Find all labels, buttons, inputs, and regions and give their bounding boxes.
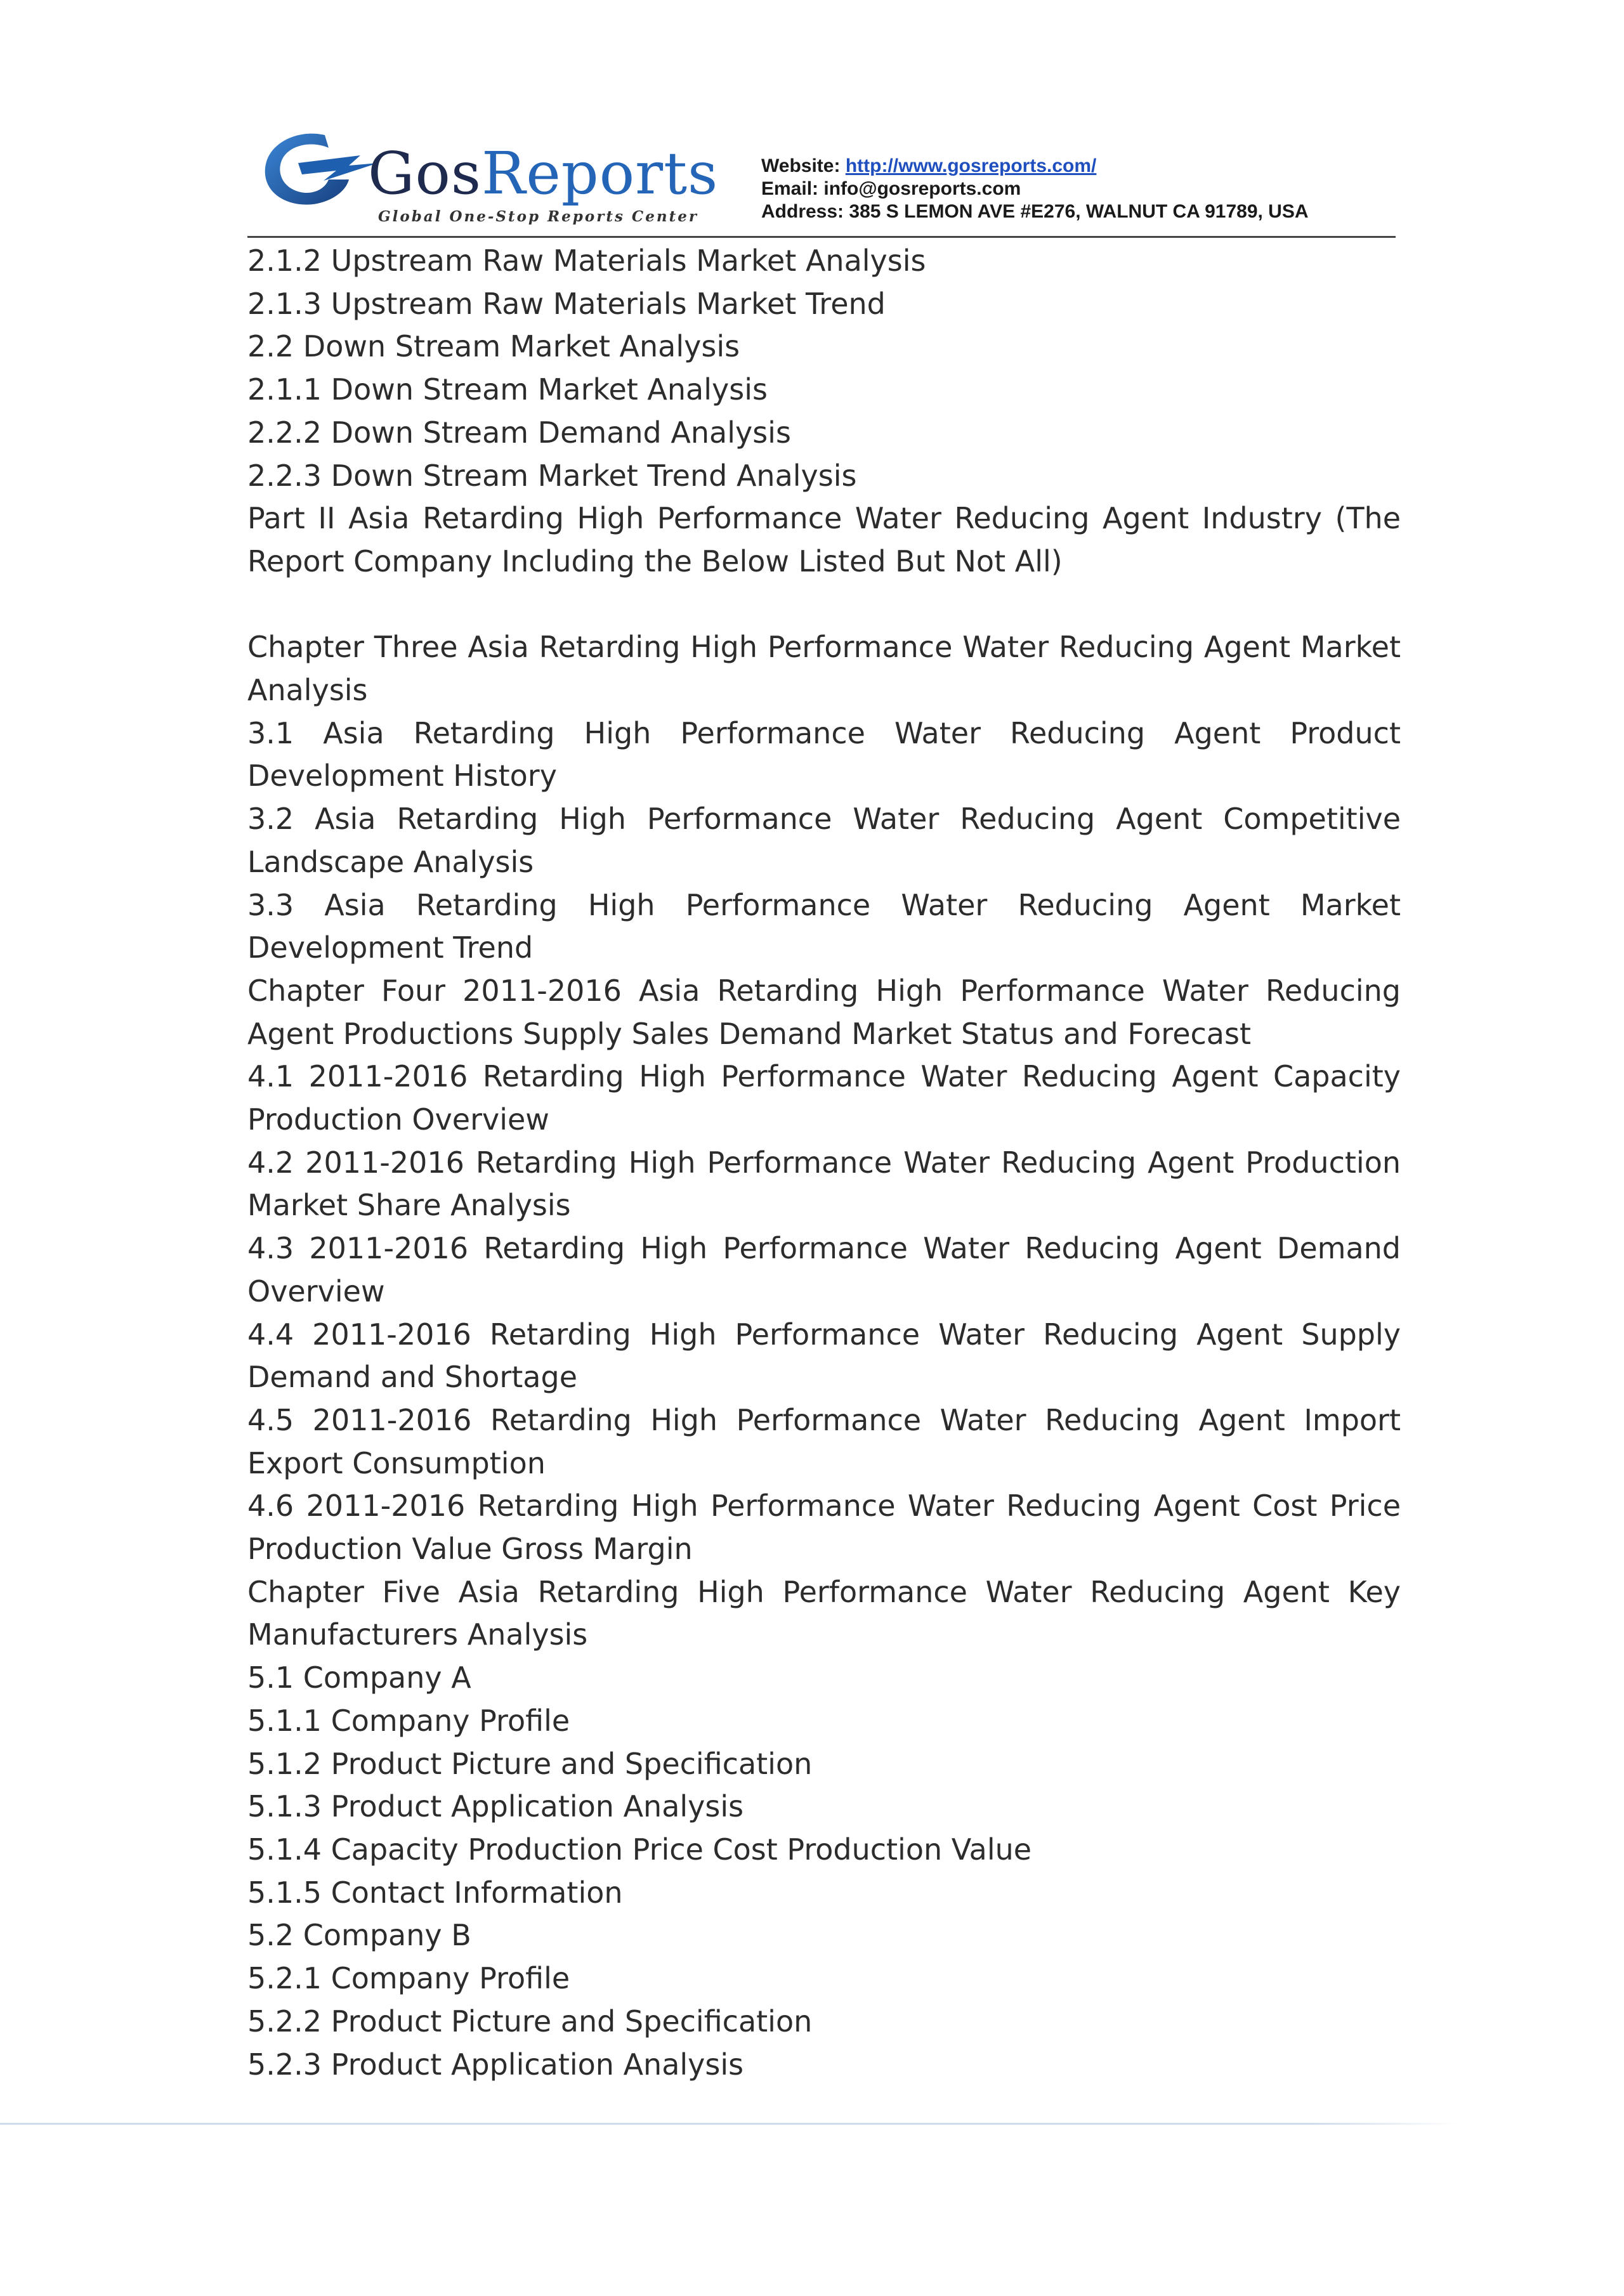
logo-wordmark: GosReports (368, 140, 719, 207)
toc-entry: 4.5 2011-2016 Retarding High Performance Water Reducing Agent Import Export Consumption (247, 1402, 1401, 1480)
toc-entry: Chapter Three Asia Retarding High Performance Water Reducing Agent Market Analysis (247, 630, 1401, 708)
toc-entry: 5.2.2 Product Picture and Specification (247, 2004, 813, 2038)
toc-entry: 5.2.3 Product Application Analysis (247, 2047, 744, 2082)
footer-divider (0, 2123, 1459, 2125)
logo-tagline: Global One-Stop Reports Center (378, 208, 698, 225)
table-of-contents (247, 240, 1401, 2086)
toc-entry: 5.1 Company A (247, 1660, 471, 1695)
toc-entry: 5.2.1 Company Profile (247, 1961, 570, 1996)
toc-entry: 5.1.2 Product Picture and Specification (247, 1746, 813, 1781)
toc-entry: 4.3 2011-2016 Retarding High Performance Water Reducing Agent Demand Overview (247, 1231, 1401, 1308)
email-text: info@gosreports.com (823, 178, 1021, 199)
toc-entry: 2.2.3 Down Stream Market Trend Analysis (247, 458, 857, 493)
address-text: 385 S LEMON AVE #E276, WALNUT CA 91789, USA (849, 201, 1309, 222)
blank-line (247, 584, 1401, 627)
toc-entry: 2.1.1 Down Stream Market Analysis (247, 372, 768, 407)
contact-block (761, 155, 1309, 223)
toc-entry: 4.4 2011-2016 Retarding High Performance Water Reducing Agent Supply Demand and Shortage (247, 1317, 1401, 1395)
gosreports-logo-icon (254, 124, 381, 212)
toc-entry: 4.1 2011-2016 Retarding High Performance Water Reducing Agent Capacity Production Overview (247, 1059, 1401, 1137)
toc-entry: Chapter Four 2011-2016 Asia Retarding High Performance Water Reducing Agent Productions Supply Sales Demand Market Status and Forecast (247, 973, 1401, 1051)
toc-entry: 4.2 2011-2016 Retarding High Performance Water Reducing Agent Production Market Share Analysis (247, 1145, 1401, 1223)
website-link[interactable]: http://www.gosreports.com/ (845, 155, 1097, 176)
toc-entry: 5.2 Company B (247, 1918, 471, 1953)
toc-entry: 3.3 Asia Retarding High Performance Water Reducing Agent Market Development Trend (247, 887, 1401, 965)
toc-entry: 2.1.3 Upstream Raw Materials Market Trend (247, 286, 886, 321)
page-header (247, 121, 1396, 235)
toc-entry: 5.1.3 Product Application Analysis (247, 1789, 744, 1824)
toc-entry: 4.6 2011-2016 Retarding High Performance Water Reducing Agent Cost Price Production Value Gross Margin (247, 1489, 1401, 1567)
header-divider (247, 236, 1396, 238)
toc-entry: 5.1.1 Company Profile (247, 1703, 570, 1738)
toc-entry: 5.1.4 Capacity Production Price Cost Production Value (247, 1832, 1032, 1867)
address-line: Address: 385 S LEMON AVE #E276, WALNUT CA 91789, USA (761, 201, 1309, 222)
toc-entry: 2.2 Down Stream Market Analysis (247, 329, 740, 364)
toc-entry: 2.1.2 Upstream Raw Materials Market Analysis (247, 244, 926, 278)
toc-entry: 2.2.2 Down Stream Demand Analysis (247, 415, 791, 450)
toc-entry: 3.1 Asia Retarding High Performance Water Reducing Agent Product Development History (247, 715, 1401, 793)
toc-entry: Part II Asia Retarding High Performance Water Reducing Agent Industry (The Report Company Including the Below Listed But Not All) (247, 501, 1401, 578)
toc-entry: Chapter Five Asia Retarding High Performance Water Reducing Agent Key Manufacturers Analysis (247, 1574, 1401, 1652)
email-line: Email: info@gosreports.com (761, 178, 1021, 199)
toc-entry: 3.2 Asia Retarding High Performance Water Reducing Agent Competitive Landscape Analysis (247, 802, 1401, 879)
toc-entry: 5.1.5 Contact Information (247, 1875, 623, 1910)
website-line: Website: http://www.gosreports.com/ (761, 155, 1097, 176)
